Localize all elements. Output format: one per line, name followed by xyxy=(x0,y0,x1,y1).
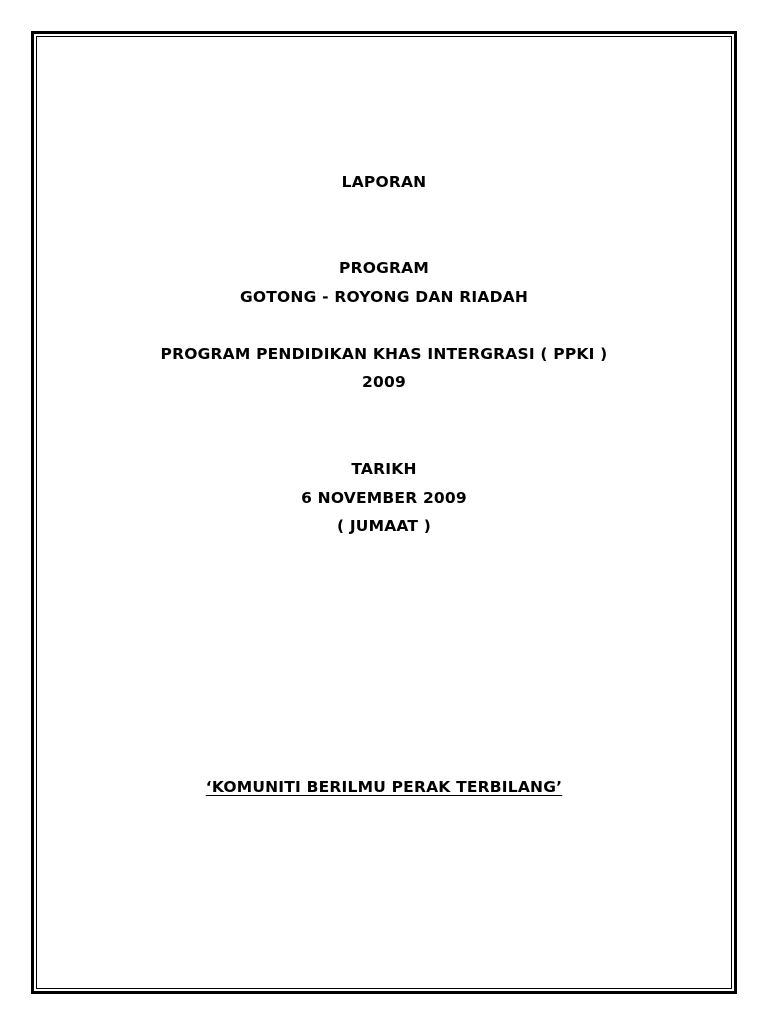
event-date: 6 NOVEMBER 2009 xyxy=(301,489,467,507)
motto: ‘KOMUNITI BERILMU PERAK TERBILANG’ xyxy=(205,778,563,796)
program-label: PROGRAM xyxy=(339,259,429,277)
date-label: TARIKH xyxy=(351,460,417,478)
program-name: GOTONG - ROYONG DAN RIADAH xyxy=(239,288,529,306)
organizer-name: PROGRAM PENDIDIKAN KHAS INTERGRASI ( PPKI ) xyxy=(160,345,608,363)
event-day: ( JUMAAT ) xyxy=(336,517,432,535)
report-title: LAPORAN xyxy=(341,173,427,191)
program-year: 2009 xyxy=(362,373,406,391)
